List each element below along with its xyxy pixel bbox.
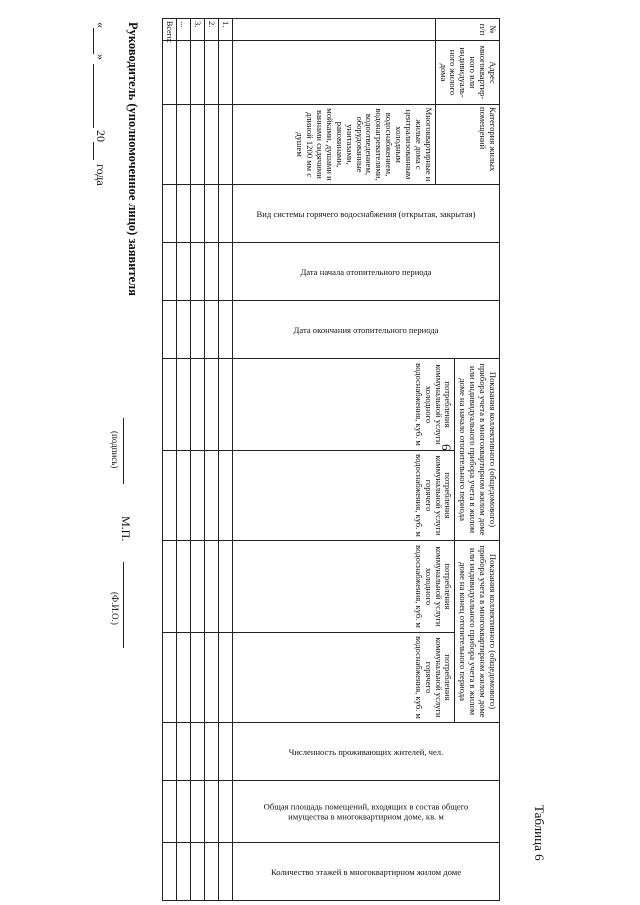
cell <box>191 185 205 243</box>
header-heat-start <box>233 243 500 301</box>
day-line <box>93 28 94 54</box>
header-hw-system <box>233 185 500 243</box>
cell <box>191 843 205 901</box>
cell <box>177 723 191 781</box>
cell <box>219 41 233 105</box>
header-floors-text: Количество этажей в многоквартирном жилом доме <box>270 866 462 877</box>
header-readings-end: Показания коллективного (общедомового) прибора учета в многоквартирном жилом доме или индивидуального прибора учета в жилом доме на конец отопительного периода <box>455 541 500 723</box>
cell <box>205 541 219 633</box>
header-residents <box>233 723 500 781</box>
row-total-label: Всего: <box>163 19 177 41</box>
header-common-area <box>233 781 500 843</box>
header-common-area-text: Общая площадь помещений, входящих в состав общего имущества в многоквартирном доме, кв. м <box>263 801 469 822</box>
header-residents-text: Численность проживающих жителей, чел. <box>288 746 444 757</box>
report-table <box>162 18 500 901</box>
date-suffix: года <box>94 164 108 186</box>
cell <box>163 633 177 723</box>
cell <box>205 451 219 541</box>
cell <box>163 451 177 541</box>
header-num: № п/п <box>435 19 499 41</box>
table-row-total <box>163 19 177 901</box>
row-number: ... <box>177 19 191 41</box>
date-open-quote: « <box>94 22 108 28</box>
cell <box>191 723 205 781</box>
cell <box>177 541 191 633</box>
cell <box>163 541 177 633</box>
cell <box>219 781 233 843</box>
header-category <box>435 105 499 185</box>
name-caption: (Ф.И.О.) <box>110 592 120 625</box>
header-start-cold: потребления коммунальной услуги холодного водоснабжения, куб. м <box>233 359 456 451</box>
header-address: Адрес многоквартир-ного или индивидуаль-ного жилого дома <box>435 41 499 105</box>
header-start-hot: потребления коммунальной услуги горячего водоснабжения, куб. м <box>233 451 456 541</box>
table-row <box>191 19 205 901</box>
cell <box>177 359 191 451</box>
cell <box>191 243 205 301</box>
cell <box>163 105 177 185</box>
table-row <box>205 19 219 901</box>
cell <box>205 781 219 843</box>
cell <box>177 41 191 105</box>
cell <box>219 843 233 901</box>
cell <box>219 359 233 451</box>
cell <box>205 105 219 185</box>
cell <box>191 451 205 541</box>
header-readings-start: Показания коллективного (общедомового) прибора учета в многоквартирном жилом доме или индивидуального прибора учета в жилом доме на начало отопительного периода <box>455 359 500 541</box>
row-number: 3. <box>191 19 205 41</box>
cell <box>163 41 177 105</box>
cell <box>163 301 177 359</box>
header-end-cold: потребления коммунальной услуги холодного водоснабжения, куб. м <box>233 541 456 633</box>
cell <box>163 185 177 243</box>
category-value: Многоквартирные и жилые дома с централизованным холодным водоснабжением, водонагревателями, водоотведением, оборудованные унитазами, раковинами, мойками, душами и ваннами сидячими длиной 1200 мм с душем <box>233 105 436 185</box>
cell <box>177 781 191 843</box>
cell <box>163 781 177 843</box>
date-close-quote: » <box>94 54 108 60</box>
cell <box>177 843 191 901</box>
cell <box>177 301 191 359</box>
cell <box>191 781 205 843</box>
header-heat-end-text: Дата окончания отопительного периода <box>293 324 439 335</box>
signature-line <box>123 418 124 484</box>
table-label: Таблица 6 <box>532 805 547 861</box>
cell <box>205 41 219 105</box>
cell <box>177 451 191 541</box>
cell <box>205 843 219 901</box>
cell <box>219 541 233 633</box>
cell <box>191 541 205 633</box>
header-hw-system-text: Вид системы горячего водоснабжения (открытая, закрытая) <box>256 208 476 219</box>
table-row <box>219 19 233 901</box>
header-end-hot: потребления коммунальной услуги горячего водоснабжения, куб. м <box>233 633 456 723</box>
cell <box>191 41 205 105</box>
cell <box>177 185 191 243</box>
cell <box>191 359 205 451</box>
signature-title: Руководитель (уполномоченное лицо) заявителя <box>126 22 140 296</box>
month-line <box>93 64 94 128</box>
header-heat-start-text: Дата начала отопительного периода <box>300 266 432 277</box>
name-line <box>123 562 124 648</box>
header-floors <box>233 843 500 901</box>
page-number: 6 <box>439 444 454 451</box>
cell <box>191 105 205 185</box>
cell <box>219 451 233 541</box>
cell <box>205 633 219 723</box>
stamp-label: М.П. <box>119 516 133 542</box>
cell <box>163 243 177 301</box>
cell <box>177 105 191 185</box>
signature-date <box>93 22 108 186</box>
cell <box>205 359 219 451</box>
header-heat-end <box>233 301 500 359</box>
cell <box>177 243 191 301</box>
cell <box>177 633 191 723</box>
row-number: 2. <box>205 19 219 41</box>
cell <box>191 633 205 723</box>
date-year-prefix: 20 <box>94 130 108 142</box>
cell <box>191 301 205 359</box>
cell <box>163 723 177 781</box>
signature-caption: (подпись) <box>110 431 120 469</box>
table-row <box>177 19 191 901</box>
header-num-blank <box>233 19 436 41</box>
row-number: 1. <box>219 19 233 41</box>
header-category-label: Категория жилых помещений <box>478 107 498 172</box>
cell <box>163 843 177 901</box>
cell <box>219 633 233 723</box>
year-line <box>93 142 94 160</box>
header-address-blank <box>233 41 436 105</box>
cell <box>163 359 177 451</box>
cell <box>219 105 233 185</box>
